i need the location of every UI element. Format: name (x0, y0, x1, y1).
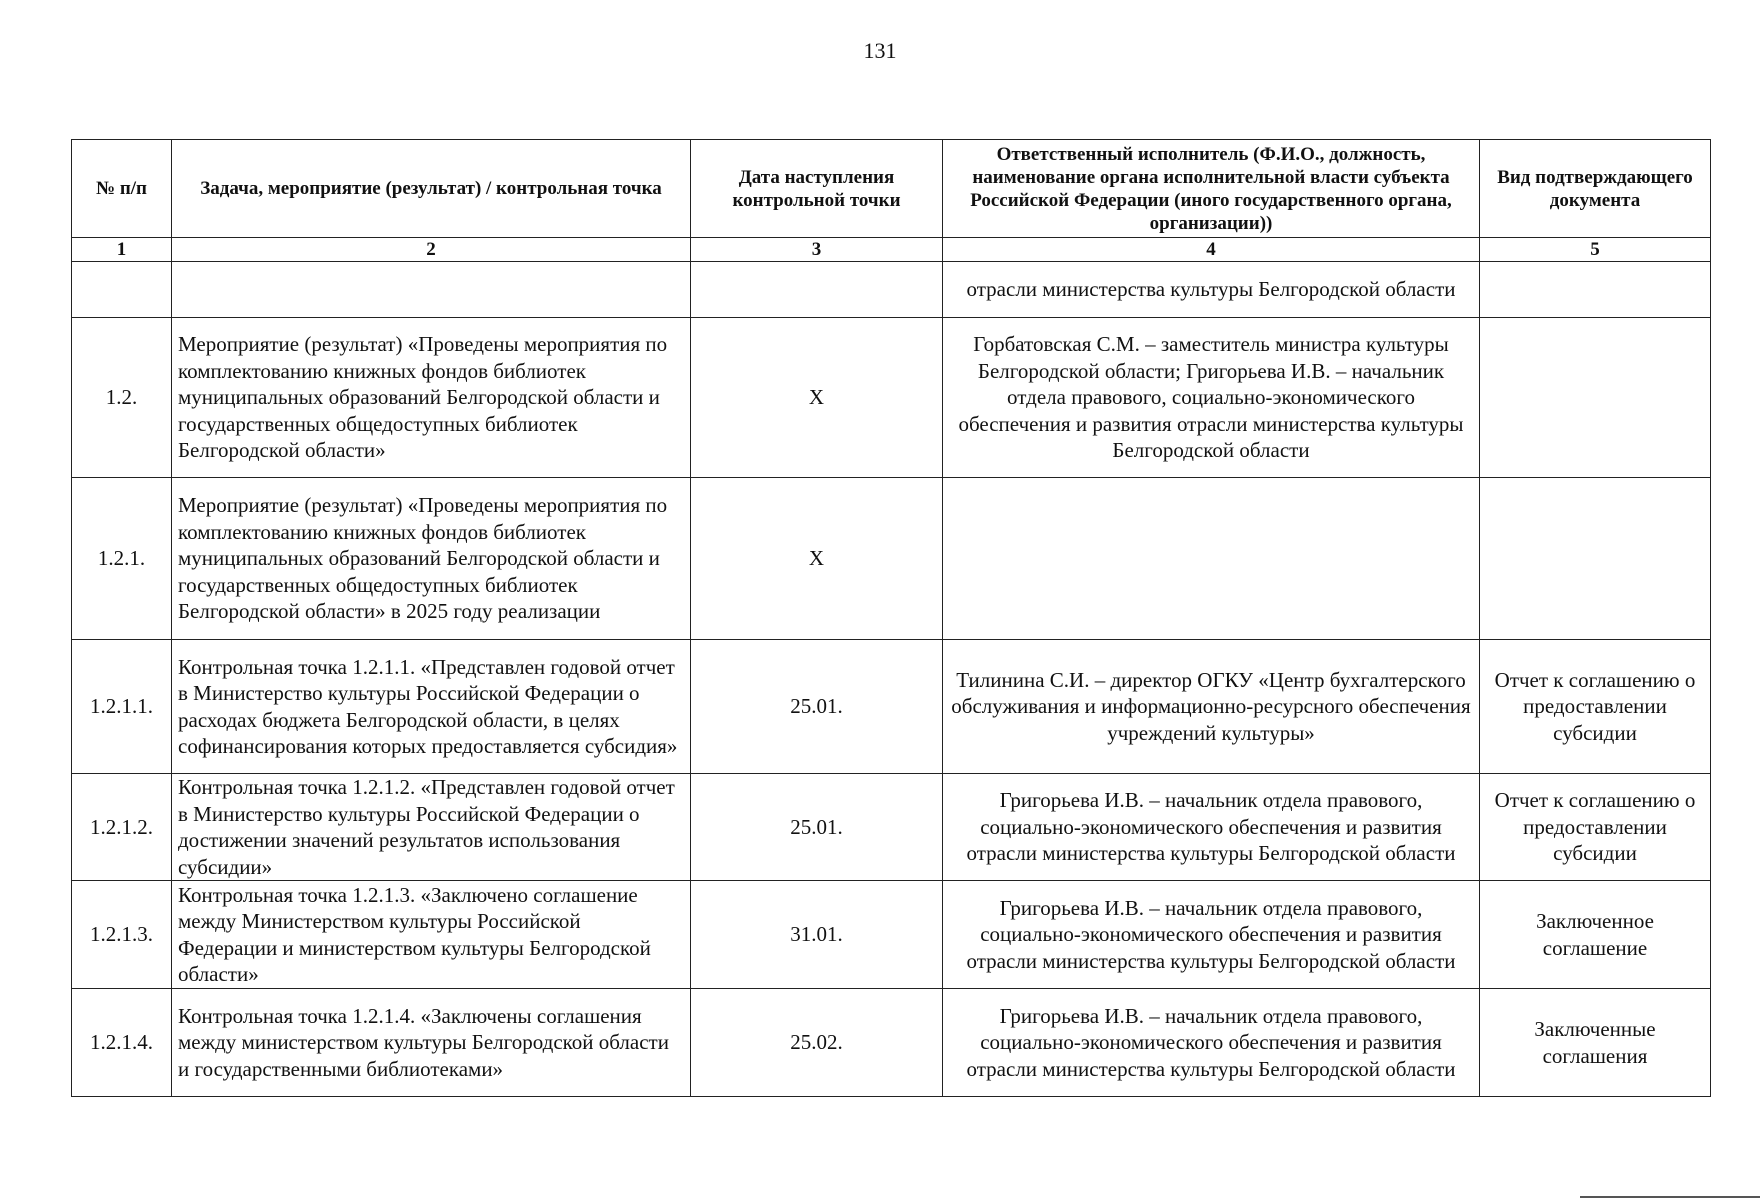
row-number: 1.2.1.3. (72, 881, 172, 989)
table-row (72, 640, 1711, 774)
row-number: 1.2.1.1. (72, 640, 172, 774)
row-date: 31.01. (691, 881, 943, 989)
row-date: 25.01. (691, 640, 943, 774)
row-number: 1.2.1. (72, 478, 172, 640)
table-row (72, 774, 1711, 881)
row-date (691, 262, 943, 318)
row-document (1480, 478, 1711, 640)
row-executor (943, 478, 1480, 640)
row-date: Х (691, 478, 943, 640)
row-task (172, 262, 691, 318)
column-number: 4 (943, 238, 1480, 262)
row-task: Контрольная точка 1.2.1.3. «Заключено соглашение между Министерством культуры Российской Федерации и министерством культуры Белгородской области» (172, 881, 691, 989)
column-number: 1 (72, 238, 172, 262)
row-document (1480, 318, 1711, 478)
row-number (72, 262, 172, 318)
row-date: 25.01. (691, 774, 943, 881)
row-document: Заключенное соглашение (1480, 881, 1711, 989)
row-task: Контрольная точка 1.2.1.1. «Представлен годовой отчет в Министерство культуры Российской Федерации о расходах бюджета Белгородской области, в целях софинансирования которых предоставляется субсидия» (172, 640, 691, 774)
row-executor: Горбатовская С.М. – заместитель министра культуры Белгородской области; Григорьева И.В. – начальник отдела правового, социально-экономического обеспечения и развития отрасли министерства культуры Белгородской области (943, 318, 1480, 478)
row-task: Мероприятие (результат) «Проведены мероприятия по комплектованию книжных фондов библиотек муниципальных образований Белгородской области и государственных общедоступных библиотек Белгородской области» в 2025 году реализации (172, 478, 691, 640)
column-number: 5 (1480, 238, 1711, 262)
column-number: 2 (172, 238, 691, 262)
row-executor: Григорьева И.В. – начальник отдела правового, социально-экономического обеспечения и развития отрасли министерства культуры Белгородской области (943, 774, 1480, 881)
header-row (72, 140, 1711, 238)
row-task: Мероприятие (результат) «Проведены мероприятия по комплектованию книжных фондов библиотек муниципальных образований Белгородской области и государственных общедоступных библиотек Белгородской области» (172, 318, 691, 478)
row-document (1480, 262, 1711, 318)
row-document: Отчет к соглашению о предоставлении субсидии (1480, 640, 1711, 774)
header-date: Дата наступления контрольной точки (691, 140, 943, 238)
row-executor: отрасли министерства культуры Белгородской области (943, 262, 1480, 318)
table-row (72, 318, 1711, 478)
row-task: Контрольная точка 1.2.1.2. «Представлен годовой отчет в Министерство культуры Российской Федерации о достижении значений результатов использования субсидии» (172, 774, 691, 881)
row-document: Отчет к соглашению о предоставлении субсидии (1480, 774, 1711, 881)
control-points-table (71, 139, 1711, 1097)
table-row (72, 881, 1711, 989)
header-document: Вид подтверждающего документа (1480, 140, 1711, 238)
row-number: 1.2. (72, 318, 172, 478)
header-task: Задача, мероприятие (результат) / контрольная точка (172, 140, 691, 238)
row-executor: Тилинина С.И. – директор ОГКУ «Центр бухгалтерского обслуживания и информационно-ресурсного обеспечения учреждений культуры» (943, 640, 1480, 774)
header-executor: Ответственный исполнитель (Ф.И.О., должность, наименование органа исполнительной власти субъекта Российской Федерации (иного государственного органа, организации)) (943, 140, 1480, 238)
page-number: 131 (863, 38, 897, 63)
row-date: Х (691, 318, 943, 478)
table-row (72, 989, 1711, 1097)
table-row (72, 262, 1711, 318)
row-number: 1.2.1.2. (72, 774, 172, 881)
row-executor: Григорьева И.В. – начальник отдела правового, социально-экономического обеспечения и развития отрасли министерства культуры Белгородской области (943, 989, 1480, 1097)
column-number-row (72, 238, 1711, 262)
row-number: 1.2.1.4. (72, 989, 172, 1097)
column-number: 3 (691, 238, 943, 262)
table-row (72, 478, 1711, 640)
header-num: № п/п (72, 140, 172, 238)
row-document: Заключенные соглашения (1480, 989, 1711, 1097)
row-date: 25.02. (691, 989, 943, 1097)
scan-edge-line (1580, 1196, 1760, 1198)
row-task: Контрольная точка 1.2.1.4. «Заключены соглашения между министерством культуры Белгородской области и государственными библиотеками» (172, 989, 691, 1097)
row-executor: Григорьева И.В. – начальник отдела правового, социально-экономического обеспечения и развития отрасли министерства культуры Белгородской области (943, 881, 1480, 989)
